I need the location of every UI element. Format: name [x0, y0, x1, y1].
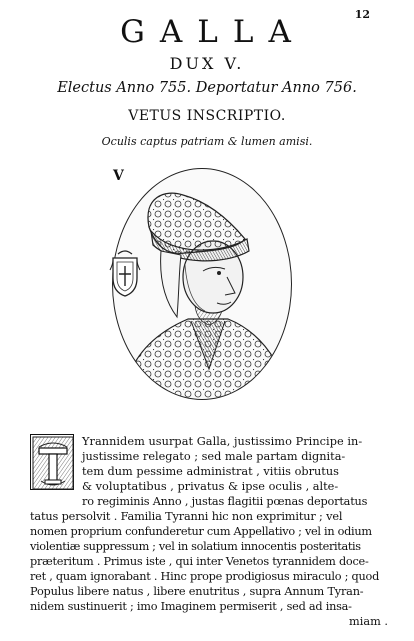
body-line: tem dum pessime administrat , vitiis obrutus: [82, 465, 339, 478]
body-line: præteritum . Primus iste , qui inter Venetos tyrannidem doce-: [30, 555, 369, 568]
coat-of-arms-icon: [108, 248, 142, 298]
body-line: violentiæ suppressum ; vel in solatium innocentis posteritatis: [30, 540, 361, 553]
inscription-heading: VETUS INSCRIPTIO.: [128, 108, 286, 124]
body-line: miam .: [349, 615, 388, 628]
drop-cap-ornament-icon: [31, 435, 75, 491]
plate-letter: V: [113, 168, 124, 184]
body-line: Yrannidem usurpat Galla, justissimo Principe in-: [82, 435, 363, 448]
page-number: 12: [354, 8, 370, 21]
body-line: tatus persolvit . Familia Tyranni hic non exprimitur ; vel: [30, 510, 343, 523]
body-line: ret , quam ignorabant . Hinc prope prodigiosus miraculo ; quod: [30, 570, 380, 583]
body-line: & voluptatibus , privatus & ipse oculis , alte-: [82, 480, 339, 493]
body-line: Populus libere natus , libere enutritus , supra Annum Tyran-: [30, 585, 364, 598]
page-title: GALLA: [120, 14, 306, 50]
drop-cap: [30, 434, 74, 490]
body-line: justissime relegato ; sed male partam dignita-: [82, 450, 346, 463]
body-line: nidem sustinuerit ; imo Imaginem permiserit , sed ad insa-: [30, 600, 352, 613]
election-dates: Electus Anno 755. Deportatur Anno 756.: [57, 80, 357, 96]
inscription-motto: Oculis captus patriam & lumen amisi.: [101, 135, 313, 148]
body-line: nomen proprium confunderetur cum Appellativo ; vel in odium: [30, 525, 372, 538]
body-line: ro regiminis Anno , justas flagitii pœnas deportatus: [82, 495, 368, 508]
page-subtitle: DUX V.: [169, 54, 245, 73]
